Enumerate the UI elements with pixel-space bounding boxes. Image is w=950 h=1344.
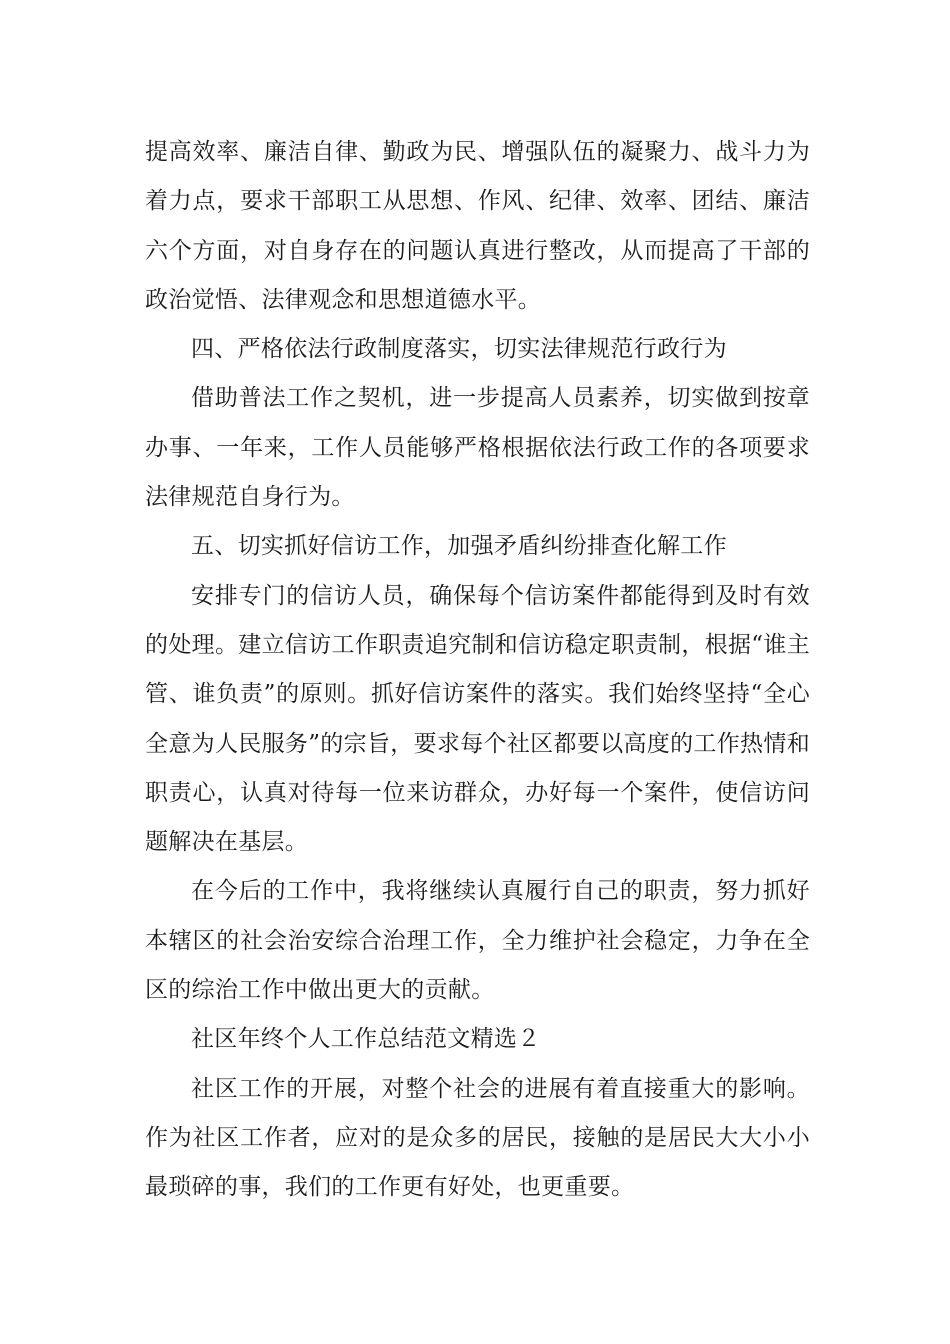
- section-heading-five: 五、切实抓好信访工作，加强矛盾纠纷排查化解工作: [191, 533, 727, 560]
- paragraph-continuation: 提高效率、廉洁自律、勤政为民、增强队伍的凝聚力、战斗力为着力点，要求干部职工从思想、作风、纪律、效率、团结、廉洁六个方面，对自身存在的问题认真进行整改，从而提高了干部的政治觉悟、法律观念和思想道德水平。: [145, 139, 810, 313]
- paragraph: 社区工作的开展，对整个社会的进展有着直接重大的影响。作为社区工作者，应对的是众多的居民，接触的是居民大大小小最琐碎的事，我们的工作更有好处，也更重要。: [145, 1075, 810, 1201]
- article-title: 社区年终个人工作总结范文精选２: [191, 1026, 541, 1053]
- paragraph: 安排专门的信访人员，确保每个信访案件都能得到及时有效的处理。建立信访工作职责追究制和信访稳定职责制，根据“谁主管、谁负责”的原则。抓好信访案件的落实。我们始终坚持“全心全意为人民服务”的宗旨，要求每个社区都要以高度的工作热情和职责心，认真对待每一位来访群众，办好每一个案件，使信访问题解决在基层。: [145, 582, 810, 856]
- paragraph: 借助普法工作之契机，进一步提高人员素养，切实做到按章办事、一年来，工作人员能够严格根据依法行政工作的各项要求法律规范自身行为。: [145, 385, 810, 511]
- document-body: [145, 128, 810, 1213]
- section-heading-four: 四、严格依法行政制度落实，切实法律规范行政行为: [191, 336, 727, 363]
- paragraph: 在今后的工作中，我将继续认真履行自己的职责，努力抓好本辖区的社会治安综合治理工作，全力维护社会稳定，力争在全区的综治工作中做出更大的贡献。: [145, 878, 810, 1004]
